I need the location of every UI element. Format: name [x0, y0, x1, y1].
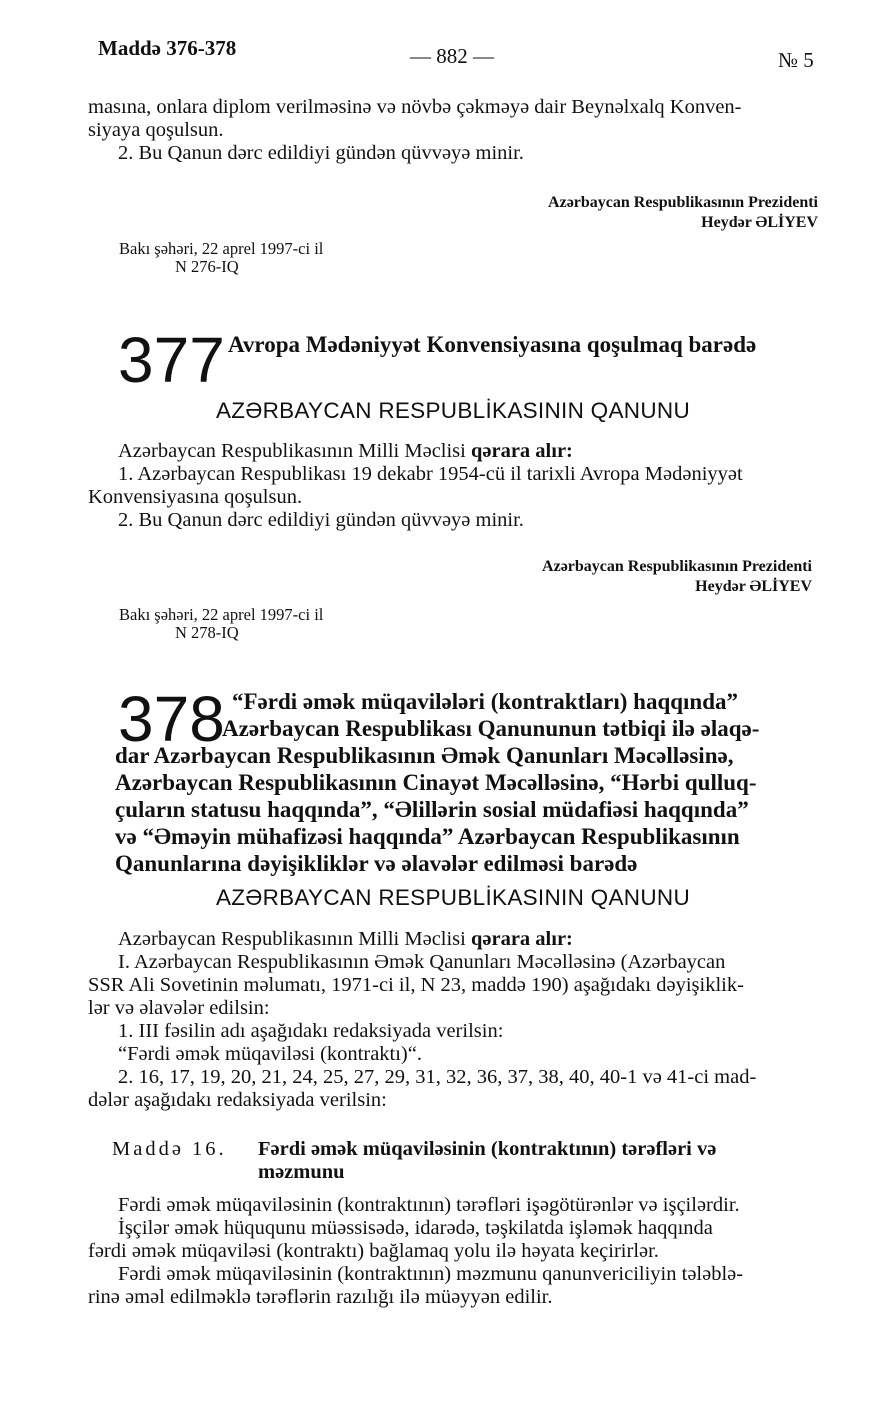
article-label	[112, 1138, 227, 1161]
text-line	[88, 440, 818, 463]
decides-bold: qərara alır:	[470, 440, 573, 462]
text-line: siyaya qoşulsun.	[88, 119, 224, 141]
text-line: dələr aşağıdakı redaksiyada verilsin:	[88, 1089, 387, 1111]
place-date: Bakı şəhəri, 22 aprel 1997-ci il	[119, 239, 324, 258]
text-line: fərdi əmək müqaviləsi (kontraktı) bağlamaq yolu ilə həyata keçirirlər.	[88, 1240, 659, 1262]
article-title	[258, 1138, 818, 1184]
page-number: — 882 —	[410, 44, 494, 68]
signature-block	[420, 193, 818, 233]
law-title-line: və “Əməyin mühafizəsi haqqında” Azərbaycan Respublikasının	[115, 824, 740, 849]
place-date-block	[119, 240, 323, 276]
text-line: lər və əlavələr edilsin:	[88, 997, 270, 1019]
issue-number: № 5	[778, 48, 814, 72]
signature-title: Azərbaycan Respublikasının Prezidenti	[542, 558, 812, 575]
place-date-block	[119, 606, 323, 642]
place-date: Bakı şəhəri, 22 aprel 1997-ci il	[119, 605, 324, 624]
text-line: masına, onlara diplom verilməsinə və növbə çəkməyə dair Beynəlxalq Konven-	[88, 96, 742, 118]
article-title-line: Fərdi əmək müqaviləsinin (kontraktının) tərəfləri və	[258, 1138, 717, 1160]
law-title-rest	[115, 742, 815, 877]
text-line	[88, 928, 818, 951]
law378-body	[88, 928, 818, 1112]
text-line: SSR Ali Sovetinin məlumatı, 1971-ci il, N 23, maddə 190) aşağıdakı dəyişiklik-	[88, 974, 744, 996]
text-line: Fərdi əmək müqaviləsinin (kontraktının) tərəfləri işəgötürənlər və işçilərdir.	[118, 1194, 740, 1216]
law-title: Avropa Mədəniyyət Konvensiyasına qoşulmaq barədə	[228, 332, 757, 357]
text-line: “Fərdi əmək müqaviləsi (kontraktı)“.	[118, 1043, 422, 1065]
law-heading: AZƏRBAYCAN RESPUBLİKASININ QANUNU	[215, 885, 690, 910]
article-number: Maddə 16.	[112, 1138, 227, 1160]
text-line: 1. III fəsilin adı aşağıdakı redaksiyada verilsin:	[118, 1020, 504, 1042]
law-title-line: dar Azərbaycan Respublikasının Əmək Qanunları Məcəlləsinə,	[115, 743, 734, 768]
law-number-large: 377	[118, 324, 225, 396]
law376-tail	[88, 96, 818, 165]
text-line: İşçilər əmək hüququnu müəssisədə, idarədə, təşkilatda işləmək haqqında	[118, 1217, 713, 1239]
law-number: N 276-IQ	[175, 257, 239, 276]
text-line: Fərdi əmək müqaviləsinin (kontraktının) məzmunu qanunvericiliyin tələblə-	[118, 1263, 744, 1285]
signature-name: Heydər ƏLİYEV	[701, 214, 818, 231]
law377-body	[88, 440, 818, 532]
text-line: 2. 16, 17, 19, 20, 21, 24, 25, 27, 29, 31, 32, 36, 37, 38, 40, 40-1 və 41-ci mad-	[118, 1066, 757, 1088]
text-line: 2. Bu Qanun dərc edildiyi gündən qüvvəyə minir.	[118, 142, 524, 164]
text-line: I. Azərbaycan Respublikasının Əmək Qanunları Məcəlləsinə (Azərbaycan	[118, 951, 726, 973]
signature-block	[420, 557, 812, 597]
law-heading: AZƏRBAYCAN RESPUBLİKASININ QANUNU	[215, 398, 690, 423]
law-title-line: Azərbaycan Respublikası Qanununun tətbiqi ilə əlaqə-	[222, 716, 760, 741]
page-section-ref: Maddə 376-378	[98, 36, 237, 60]
text-line: rinə əməl edilməklə tərəflərin razılığı ilə müəyyən edilir.	[88, 1286, 553, 1308]
decides-bold: qərara alır:	[470, 928, 573, 950]
law-title-line: Azərbaycan Respublikasının Cinayət Məcəlləsinə, “Hərbi qulluq-	[115, 770, 757, 795]
article-title-line: məzmunu	[258, 1161, 345, 1183]
law-title-line: “Fərdi əmək müqavilələri (kontraktları) haqqında”	[232, 689, 738, 714]
signature-title: Azərbaycan Respublikasının Prezidenti	[548, 194, 818, 211]
text-line: Konvensiyasına qoşulsun.	[88, 486, 303, 508]
law-title-line: çuların statusu haqqında”, “Əlillərin sosial müdafiəsi haqqında”	[115, 797, 749, 822]
signature-name: Heydər ƏLİYEV	[695, 578, 812, 595]
text-line: 1. Azərbaycan Respublikası 19 dekabr 1954-cü il tarixli Avropa Mədəniyyət	[118, 463, 743, 485]
decides-prefix: Azərbaycan Respublikasının Milli Məclisi	[118, 928, 471, 950]
law-number: N 278-IQ	[175, 623, 239, 642]
law-number-large: 378	[118, 683, 225, 755]
text-line: 2. Bu Qanun dərc edildiyi gündən qüvvəyə minir.	[118, 509, 524, 531]
article-body	[88, 1194, 818, 1309]
law-title-line: Qanunlarına dəyişikliklər və əlavələr edilməsi barədə	[115, 851, 638, 876]
decides-prefix: Azərbaycan Respublikasının Milli Məclisi	[118, 440, 471, 462]
